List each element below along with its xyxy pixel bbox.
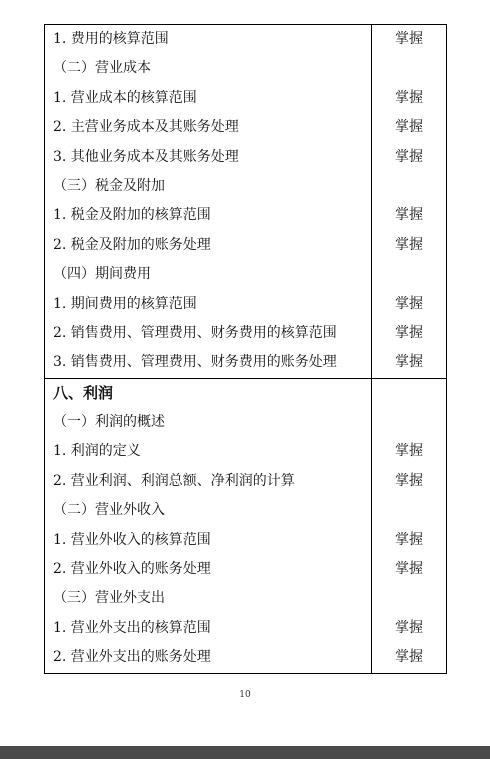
requirement-cell [372,643,447,673]
requirement-cell [372,260,447,289]
item-label: 1. 费用的核算范围 [53,31,169,47]
item-label: 1. 税金及附加的核算范围 [53,207,211,224]
requirement-cell [372,467,447,496]
table-row [45,408,447,437]
item-cell [45,113,372,142]
requirement-cell [372,437,447,466]
item-cell [45,614,372,643]
requirement-label: 掌握 [395,89,423,106]
requirement-label [372,54,446,83]
subsection-label: （二）营业成本 [53,60,151,77]
requirement-label: 掌握 [395,531,423,548]
item-cell [45,437,372,466]
item-cell [45,25,372,55]
requirement-label [372,584,446,613]
requirement-cell [372,526,447,555]
item-cell [45,555,372,584]
subsection-label: （四）期间费用 [53,266,151,283]
subsection-label: （二）营业外收入 [53,502,165,519]
requirement-label: 掌握 [395,619,423,636]
table-row [45,113,447,142]
table-row [45,54,447,83]
table-row [45,584,447,613]
item-cell [45,408,372,437]
item-cell [45,231,372,260]
item-cell [45,496,372,525]
item-cell [45,84,372,113]
requirement-label: 掌握 [395,119,423,136]
requirement-cell [372,54,447,83]
requirement-label: 掌握 [395,472,423,489]
requirement-cell [372,348,447,378]
item-label: 1. 利润的定义 [53,443,141,460]
item-cell [45,643,372,673]
subsection-label: （一）利润的概述 [53,414,165,431]
table-row [45,290,447,319]
table-row [45,348,447,378]
table-row [45,437,447,466]
requirement-cell [372,290,447,319]
requirement-label [372,408,446,437]
table-row [45,643,447,673]
requirement-label: 掌握 [395,236,423,253]
table-row [45,172,447,201]
table-row [45,231,447,260]
requirement-cell [372,555,447,584]
item-cell [45,54,372,83]
item-cell [45,467,372,496]
subsection-label: （三）税金及附加 [53,177,165,194]
item-cell [45,584,372,613]
requirement-cell [372,614,447,643]
requirement-cell [372,143,447,172]
requirement-cell [372,319,447,348]
item-cell [45,260,372,289]
table-row [45,143,447,172]
item-label: 1. 营业外收入的核算范围 [53,531,211,548]
requirement-label: 掌握 [395,148,423,165]
requirement-cell [372,378,447,408]
item-label: 1. 营业成本的核算范围 [53,89,197,106]
item-label: 2. 税金及附加的账务处理 [53,236,211,253]
requirement-cell [372,25,447,55]
table-row [45,25,447,55]
item-cell [45,378,372,408]
item-label: 2. 营业利润、利润总额、净利润的计算 [53,472,295,489]
viewer-bottom-bar [0,746,490,759]
requirement-cell [372,201,447,230]
item-cell [45,348,372,378]
requirement-cell [372,113,447,142]
item-cell [45,201,372,230]
requirement-label: 掌握 [395,31,423,47]
item-label: 2. 营业外支出的账务处理 [53,649,211,666]
syllabus-table-body [45,25,447,674]
subsection-label: （三）营业外支出 [53,590,165,607]
item-label: 2. 主营业务成本及其账务处理 [53,119,239,136]
table-row [45,84,447,113]
table-row [45,378,447,408]
requirement-label [372,172,446,201]
item-label: 2. 营业外收入的账务处理 [53,561,211,578]
table-row [45,555,447,584]
requirement-label: 掌握 [395,354,423,371]
table-row [45,614,447,643]
requirement-label [372,379,446,408]
item-label: 1. 营业外支出的核算范围 [53,619,211,636]
syllabus-table [44,24,447,674]
item-cell [45,319,372,348]
requirement-cell [372,584,447,613]
table-row [45,496,447,525]
item-label: 3. 其他业务成本及其账务处理 [53,148,239,165]
table-row [45,201,447,230]
table-row [45,526,447,555]
item-label: 2. 销售费用、管理费用、财务费用的核算范围 [53,324,337,341]
requirement-label: 掌握 [395,649,423,666]
item-cell [45,143,372,172]
requirement-cell [372,408,447,437]
table-row [45,260,447,289]
requirement-label [372,260,446,289]
table-row [45,467,447,496]
requirement-label: 掌握 [395,295,423,312]
requirement-cell [372,496,447,525]
requirement-label: 掌握 [395,207,423,224]
item-cell [45,290,372,319]
requirement-label: 掌握 [395,561,423,578]
item-label: 3. 销售费用、管理费用、财务费用的账务处理 [53,354,337,371]
requirement-label: 掌握 [395,324,423,341]
section-heading: 八、利润 [53,383,114,402]
item-cell [45,526,372,555]
requirement-cell [372,172,447,201]
requirement-label: 掌握 [395,443,423,460]
requirement-cell [372,84,447,113]
page-number: 10 [239,690,251,700]
table-row [45,319,447,348]
requirement-cell [372,231,447,260]
requirement-label [372,496,446,525]
item-label: 1. 期间费用的核算范围 [53,295,197,312]
item-cell [45,172,372,201]
